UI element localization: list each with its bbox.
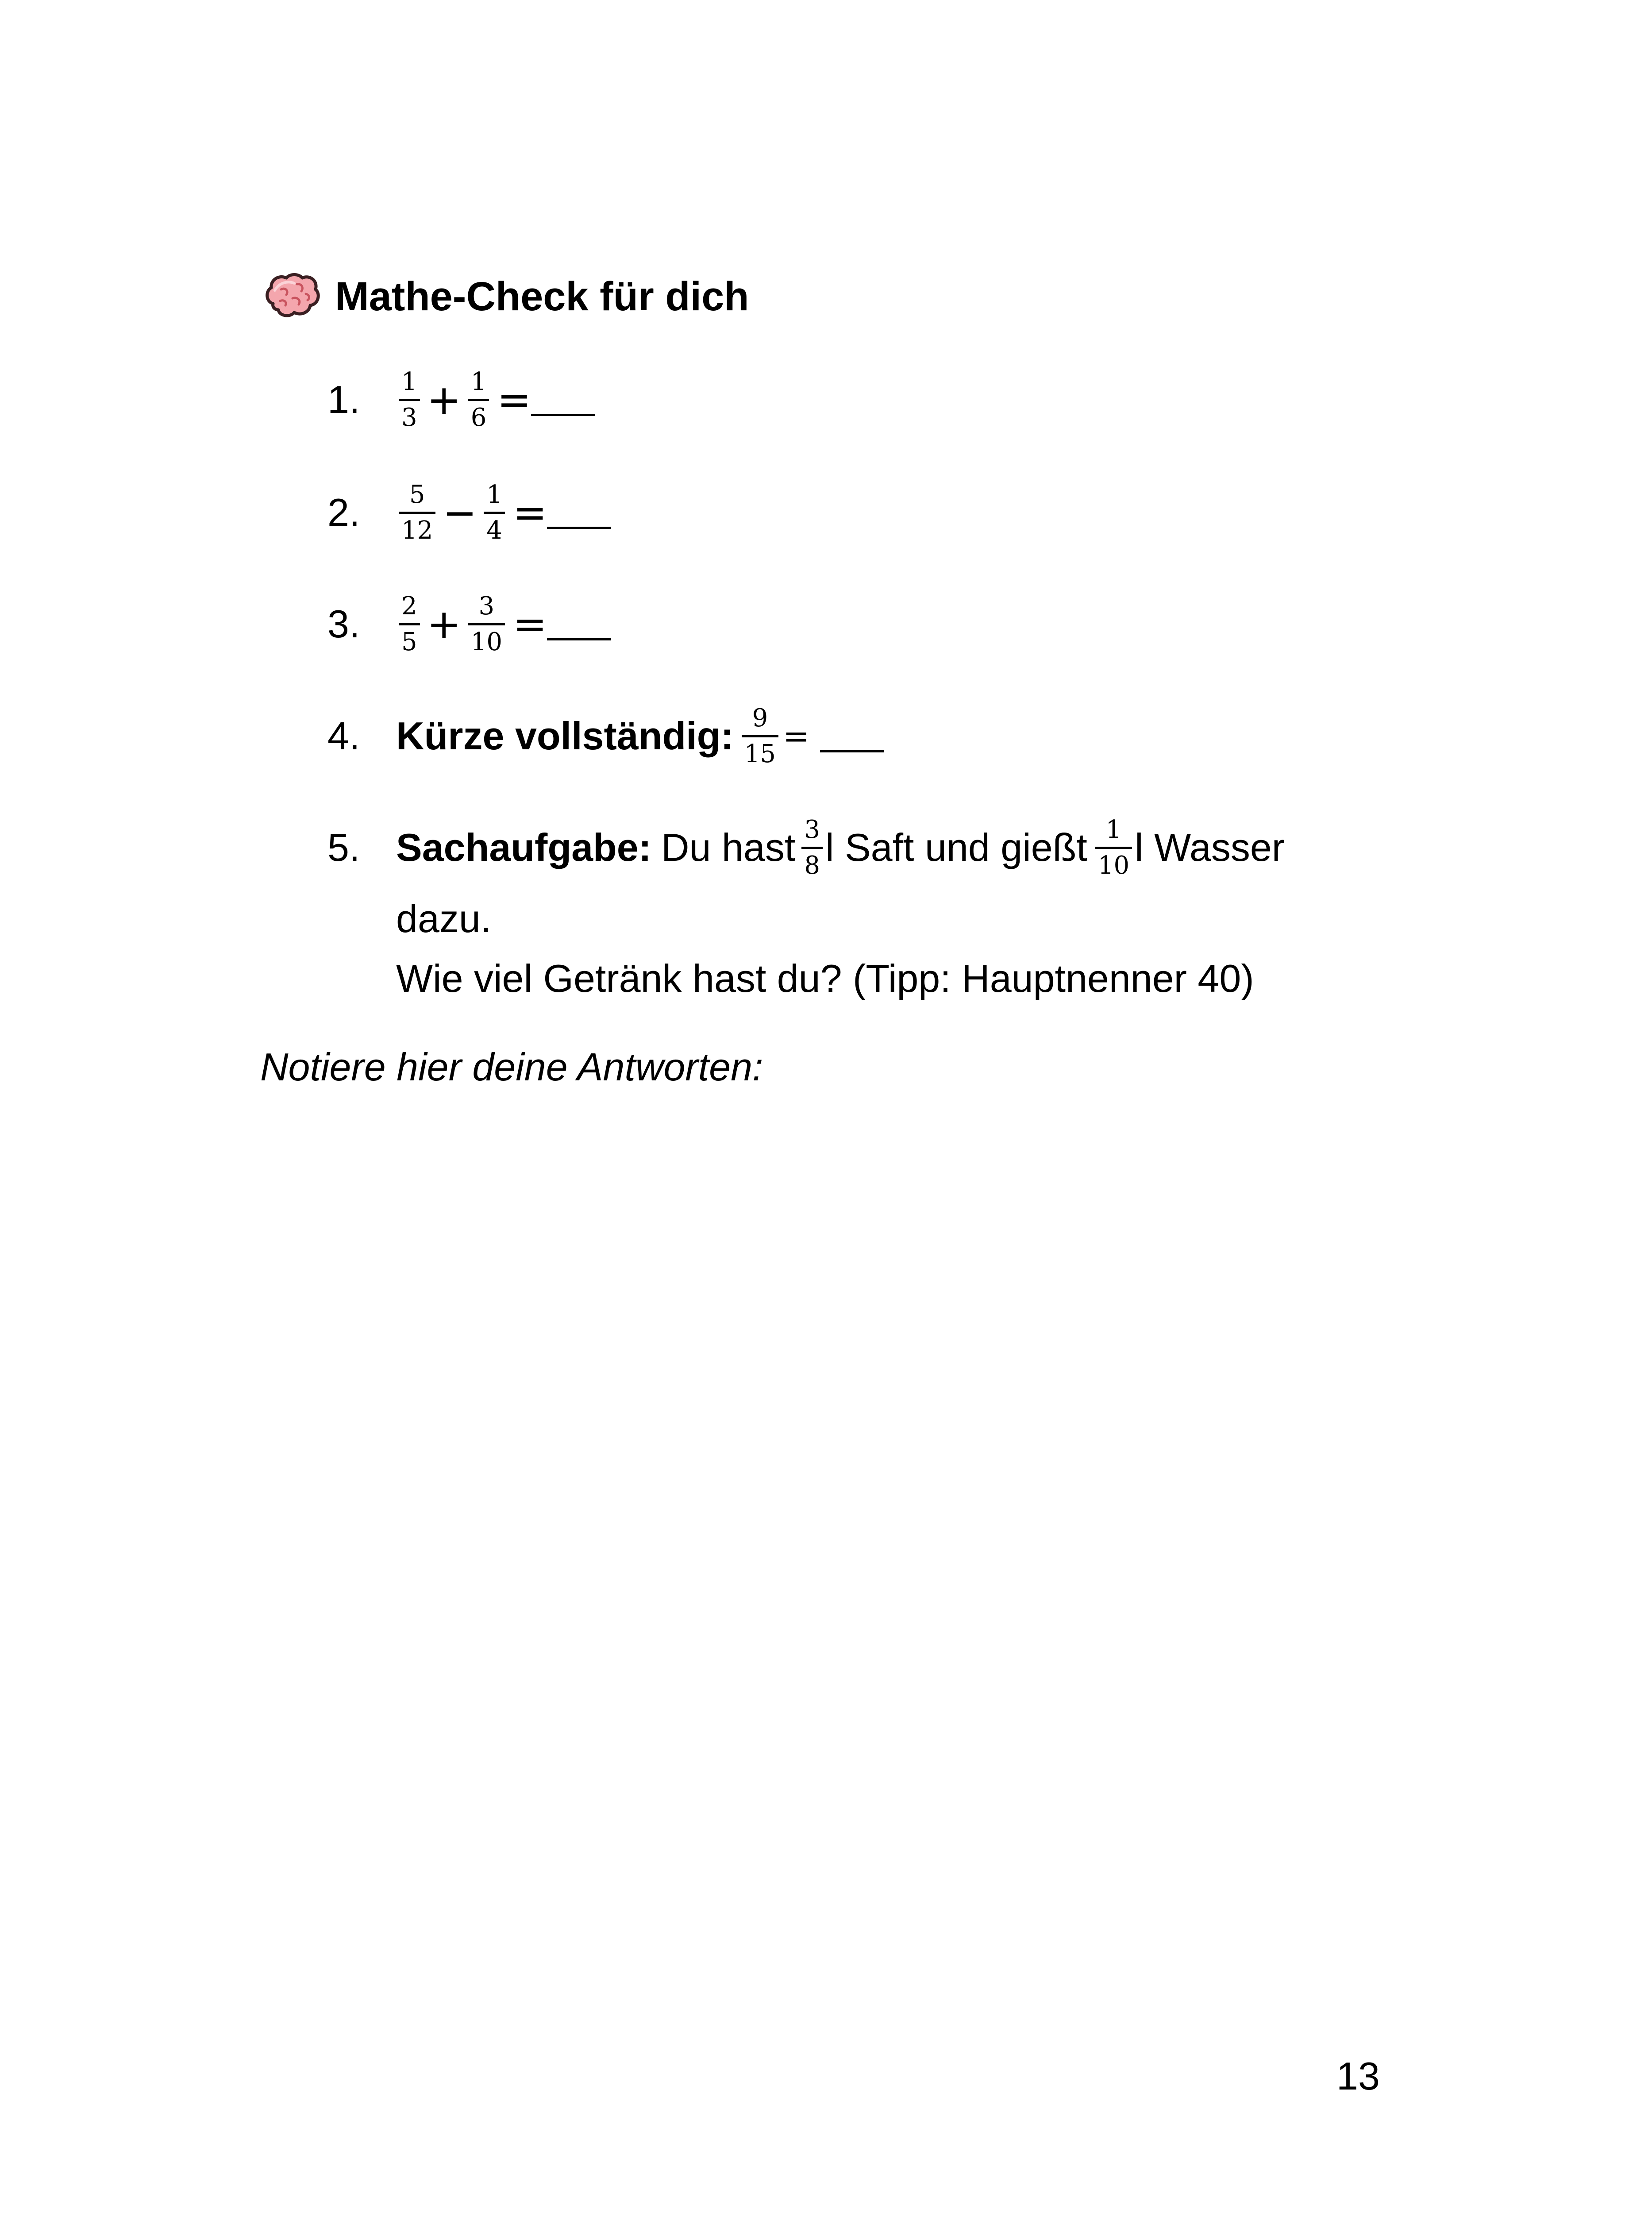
operator: − — [443, 489, 477, 536]
fraction-a: $\frac{5}{12}$ — [399, 482, 435, 543]
task-3 — [327, 591, 611, 657]
task-5-question: Wie viel Getränk hast du? (Tipp: Hauptnenner 40) — [396, 956, 1254, 1000]
task-number: 3. — [327, 602, 360, 646]
fraction-a: $\frac{2}{5}$ — [399, 594, 420, 655]
fraction-water: $\frac{1}{10}$ — [1095, 817, 1132, 878]
task-2 — [327, 479, 611, 546]
task-label: Sachaufgabe: — [396, 825, 652, 869]
operator: + — [427, 376, 461, 424]
task-4 — [327, 703, 884, 769]
task-text: l Saft und gießt — [825, 825, 1087, 869]
equals-sign: = — [497, 376, 531, 424]
fraction-juice: $\frac{3}{8}$ — [801, 817, 823, 878]
task-number: 4. — [327, 714, 360, 758]
fraction-b: $\frac{1}{4}$ — [484, 482, 505, 543]
task-number: 5. — [327, 825, 360, 869]
answer-blank — [547, 638, 611, 640]
task-1 — [327, 366, 595, 433]
fraction-a: $\frac{1}{3}$ — [399, 370, 420, 430]
equals-sign: = — [513, 489, 547, 536]
task-5 — [327, 814, 1285, 881]
operator: + — [427, 600, 461, 648]
answer-blank — [531, 414, 595, 416]
brain-icon — [263, 272, 320, 321]
answer-blank — [820, 750, 884, 752]
task-text: Du hast — [661, 825, 796, 869]
fraction: $\frac{9}{15}$ — [742, 706, 778, 767]
heading-title: Mathe-Check für dich — [335, 274, 749, 319]
task-label: Kürze vollständig: — [396, 714, 734, 758]
fraction-b: $\frac{3}{10}$ — [468, 594, 505, 655]
answers-prompt: Notiere hier deine Antworten: — [260, 1045, 763, 1089]
page-number: 13 — [1336, 2054, 1380, 2098]
task-5-continuation: dazu. — [396, 897, 492, 941]
fraction-b: $\frac{1}{6}$ — [468, 370, 489, 430]
equals-sign: = — [783, 717, 810, 755]
equals-sign: = — [513, 600, 547, 648]
task-text: l Wasser — [1135, 825, 1285, 869]
section-heading — [263, 266, 749, 328]
answer-blank — [547, 527, 611, 529]
task-number: 2. — [327, 490, 360, 534]
task-number: 1. — [327, 378, 360, 421]
